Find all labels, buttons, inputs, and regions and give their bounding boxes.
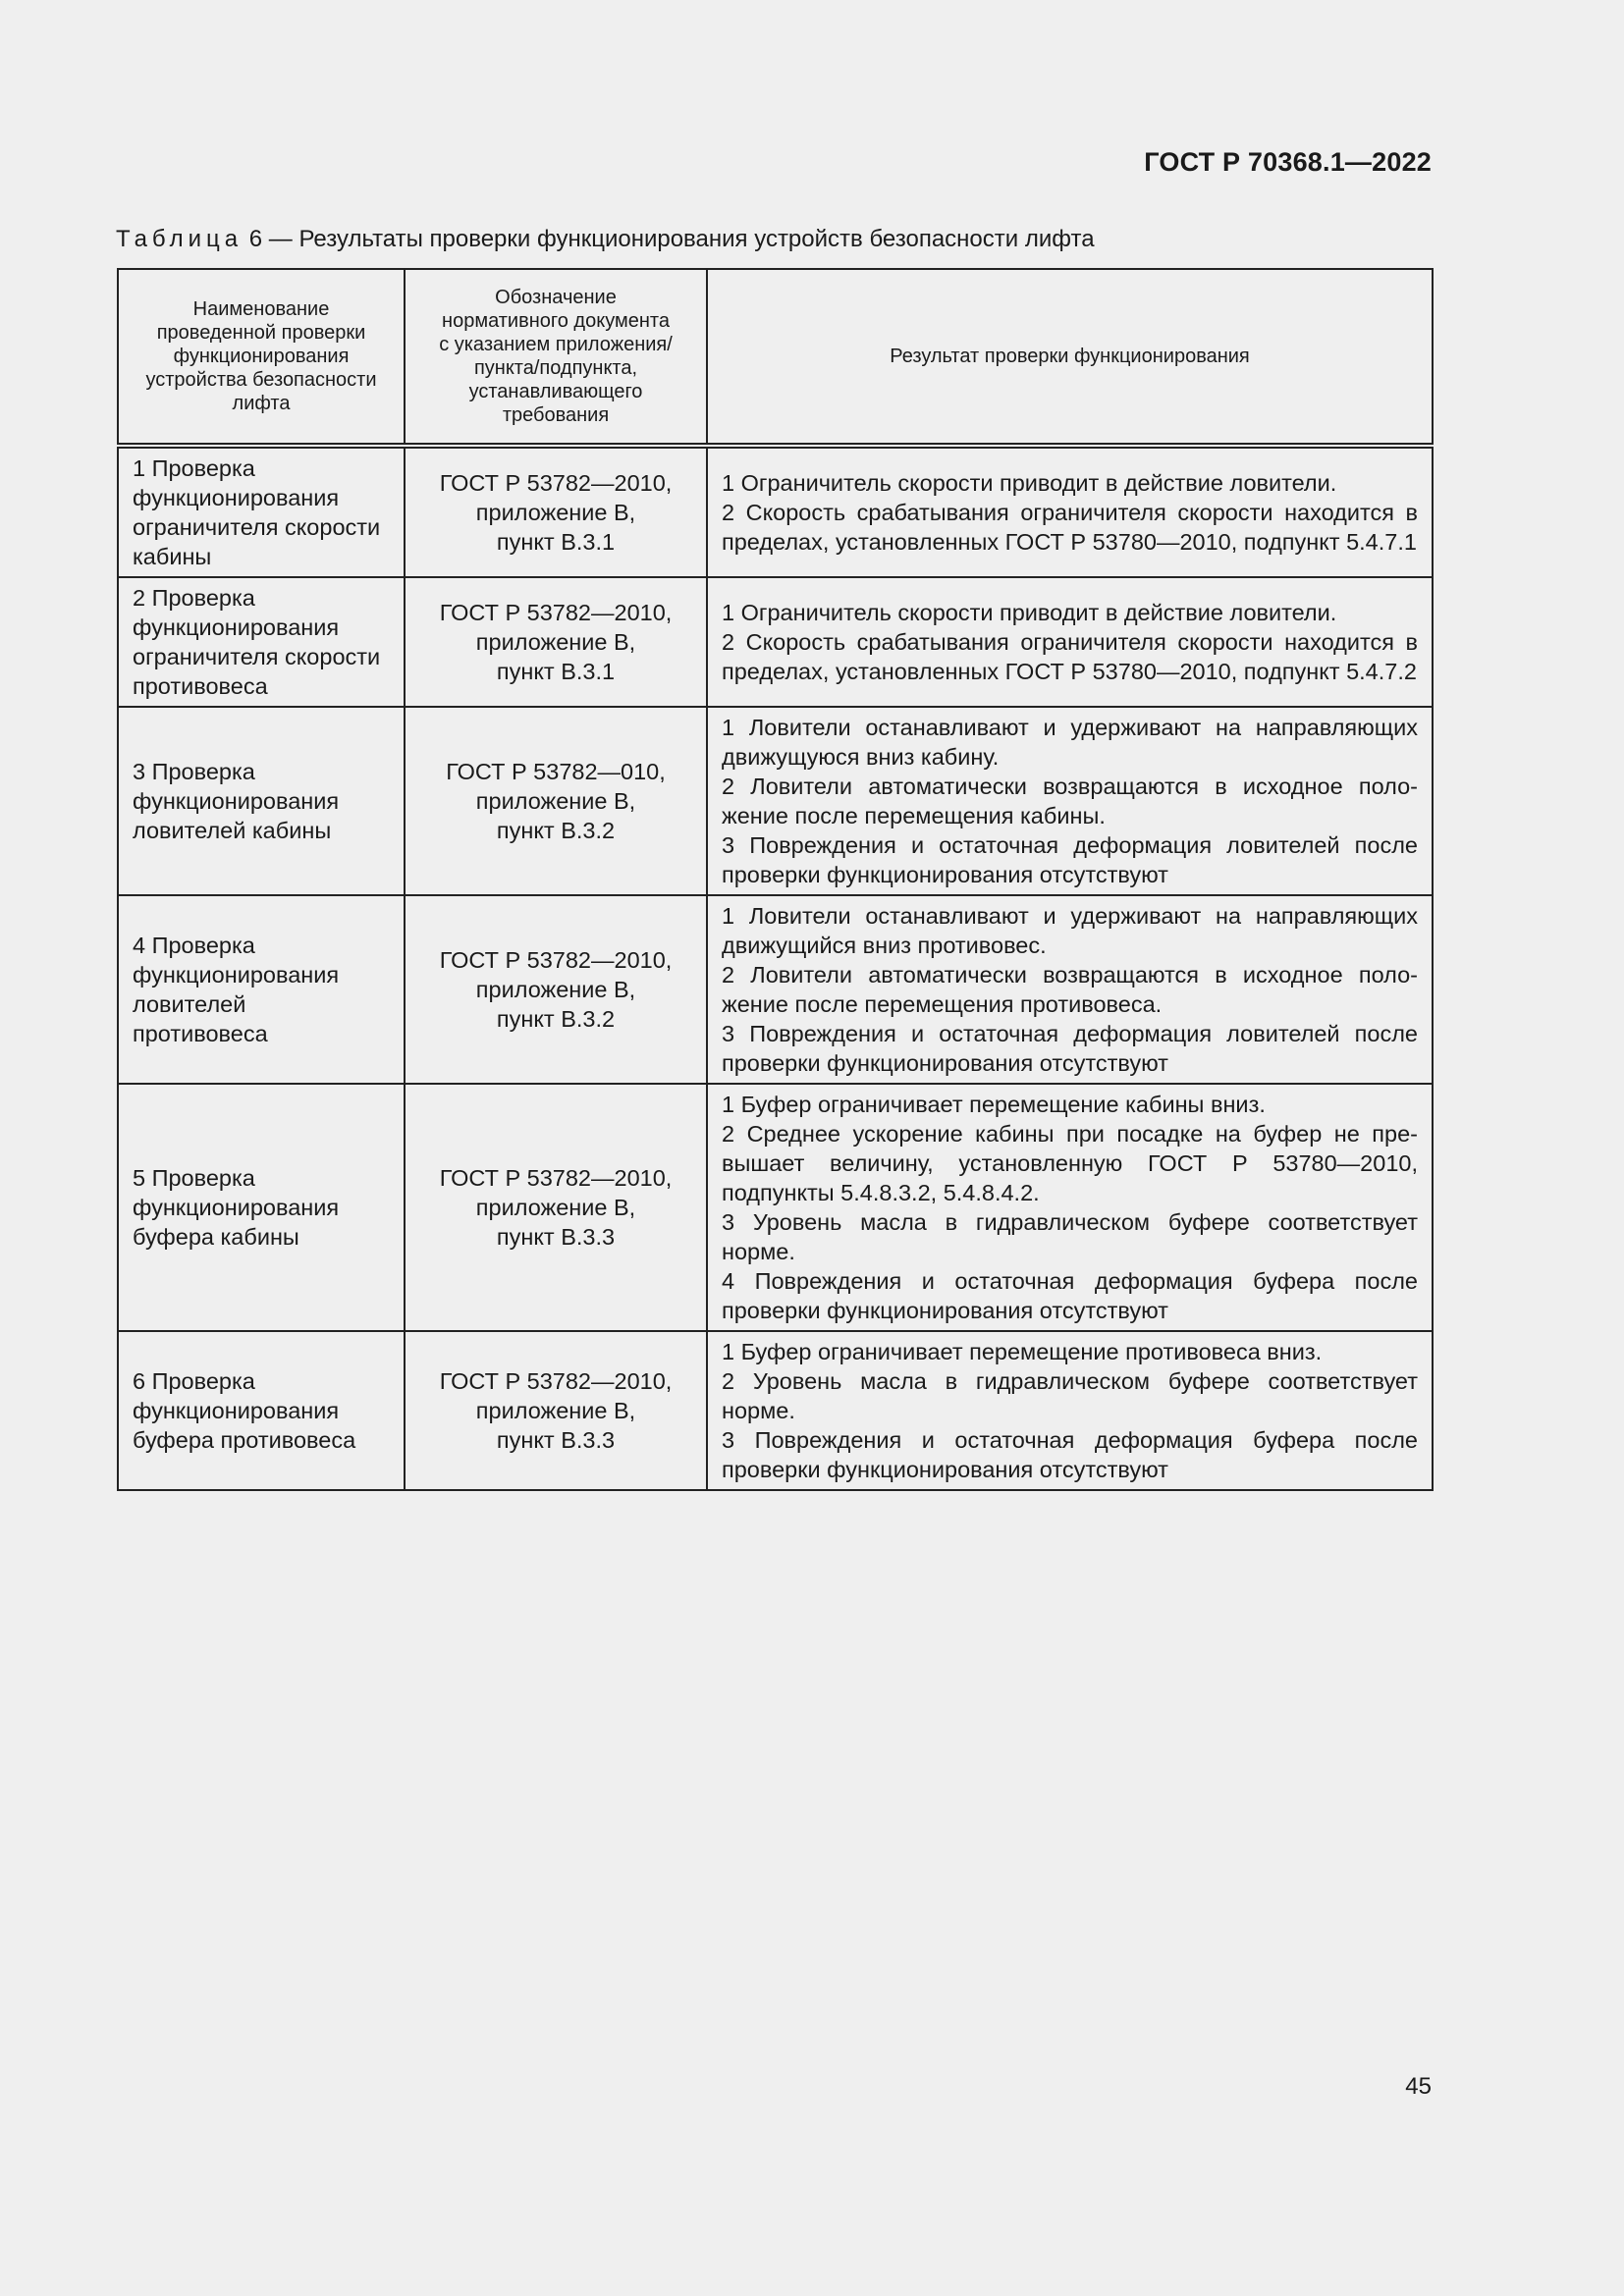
column-header-check-name: Наименование проведенной проверки функционирования устройства безопасности лифта [118, 269, 405, 446]
result-cell [707, 895, 1433, 1084]
document-code: ГОСТ Р 70368.1—2022 [1144, 147, 1432, 177]
table-row [118, 1084, 1433, 1331]
result-item: 3 Повреждения и остаточная деформация ловителей после проверки функционирования отсутствуют [722, 832, 1418, 887]
result-item: 3 Уровень масла в гидравлическом буфере соответствует норме. [722, 1209, 1418, 1264]
result-item: 1 Ограничитель скорости приводит в действие ловители. [722, 470, 1337, 496]
table-row [118, 1331, 1433, 1490]
result-item: 3 Повреждения и остаточная деформация ловителей после проверки функционирования отсутствуют [722, 1021, 1418, 1076]
result-cell [707, 1084, 1433, 1331]
result-item: 2 Ловители автоматически возвращаются в исходное положение после перемещения кабины. [722, 774, 1418, 828]
table-row [118, 577, 1433, 707]
normative-doc-cell: ГОСТ Р 53782—010, приложение В, пункт В.3.2 [405, 707, 707, 895]
page-number: 45 [1405, 2073, 1432, 2100]
result-item: 1 Буфер ограничивает перемещение кабины вниз. [722, 1092, 1266, 1117]
result-item: 2 Скорость срабатывания ограничителя скорости находится в пределах, установленных ГОСТ Р 53780—2010, подпункт 5.4.7.1 [722, 500, 1418, 555]
result-cell [707, 1331, 1433, 1490]
normative-doc-cell: ГОСТ Р 53782—2010, приложение В, пункт В.3.2 [405, 895, 707, 1084]
table-row [118, 707, 1433, 895]
result-item: 1 Ограничитель скорости приводит в действие ловители. [722, 600, 1337, 625]
result-item: 2 Ловители автоматически возвращаются в исходное положение после перемещения противовеса. [722, 962, 1418, 1017]
result-item: 2 Скорость срабатывания ограничителя скорости находится в пределах, установленных ГОСТ Р 53780—2010, подпункт 5.4.7.2 [722, 629, 1418, 684]
table-row [118, 446, 1433, 577]
column-header-result: Результат проверки функционирования [707, 269, 1433, 446]
normative-doc-cell: ГОСТ Р 53782—2010, приложение В, пункт В.3.1 [405, 577, 707, 707]
normative-doc-cell: ГОСТ Р 53782—2010, приложение В, пункт В.3.3 [405, 1084, 707, 1331]
result-item: 3 Повреждения и остаточная деформация буфера после проверки функционирования отсутствуют [722, 1427, 1418, 1482]
normative-doc-cell: ГОСТ Р 53782—2010, приложение В, пункт В.3.3 [405, 1331, 707, 1490]
results-table [117, 268, 1434, 1491]
result-item: 1 Ловители останавливают и удерживают на направляющих движущуюся вниз кабину. [722, 715, 1418, 770]
table-row [118, 895, 1433, 1084]
check-name-cell: 1 Проверка функционирования ограничителя скорости кабины [118, 446, 405, 577]
column-header-normative-doc: Обозначение нормативного документа с указанием приложения/ пункта/подпункта, устанавливающего требования [405, 269, 707, 446]
table-caption [116, 226, 1095, 253]
check-name-cell: 2 Проверка функционирования ограничителя скорости противовеса [118, 577, 405, 707]
check-name-cell: 4 Проверка функционирования ловителей противовеса [118, 895, 405, 1084]
result-cell [707, 577, 1433, 707]
result-item: 2 Уровень масла в гидравлическом буфере соответствует норме. [722, 1368, 1418, 1423]
normative-doc-cell: ГОСТ Р 53782—2010, приложение В, пункт В.3.1 [405, 446, 707, 577]
table-caption-text: 6 — Результаты проверки функционирования устройств безопасности лифта [248, 226, 1095, 252]
check-name-cell: 5 Проверка функционирования буфера кабины [118, 1084, 405, 1331]
result-item: 4 Повреждения и остаточная деформация буфера после проверки функционирования отсутствуют [722, 1268, 1418, 1323]
result-cell [707, 707, 1433, 895]
result-item: 2 Среднее ускорение кабины при посадке на буфер не превышает величину, установленную ГОСТ Р 53780—2010, подпункты 5.4.8.3.2, 5.4.8.4.2. [722, 1121, 1418, 1205]
result-cell [707, 446, 1433, 577]
table-header-row [118, 269, 1433, 446]
result-item: 1 Ловители останавливают и удерживают на направляющих движущийся вниз противовес. [722, 903, 1418, 958]
result-item: 1 Буфер ограничивает перемещение противовеса вниз. [722, 1339, 1323, 1364]
table-caption-label: Таблица [116, 226, 244, 252]
check-name-cell: 6 Проверка функционирования буфера противовеса [118, 1331, 405, 1490]
check-name-cell: 3 Проверка функционирования ловителей кабины [118, 707, 405, 895]
